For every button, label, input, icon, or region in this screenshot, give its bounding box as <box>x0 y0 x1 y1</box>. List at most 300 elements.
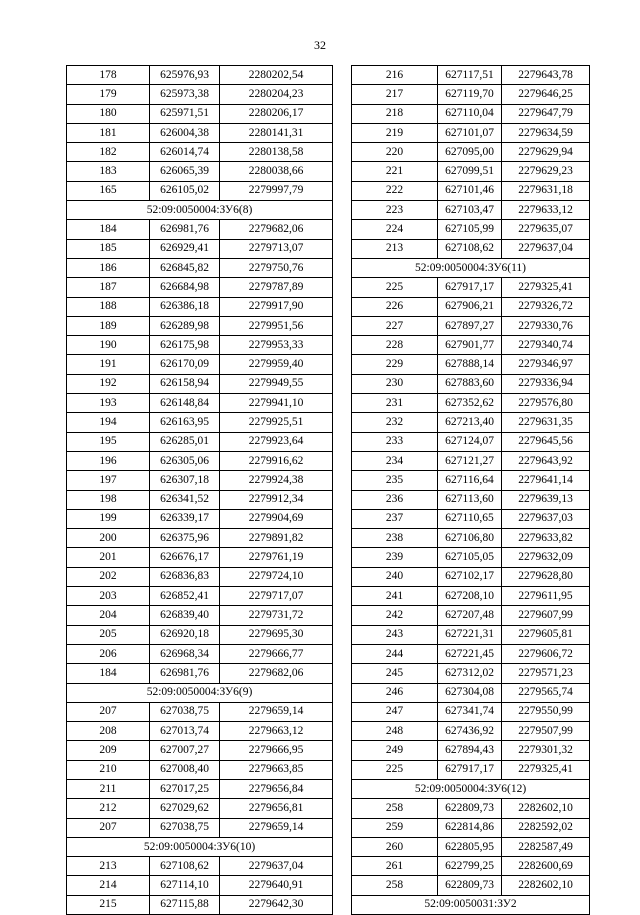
coordinate-x: 626289,98 <box>150 316 220 335</box>
point-number: 233 <box>352 432 438 451</box>
coordinate-y: 2279325,41 <box>502 760 590 779</box>
coordinate-y: 2282587,49 <box>502 837 590 856</box>
table-row <box>352 490 590 509</box>
coordinate-y: 2280038,66 <box>220 162 333 181</box>
point-number: 224 <box>352 220 438 239</box>
point-number: 212 <box>67 799 150 818</box>
coordinate-y: 2279336,94 <box>502 374 590 393</box>
table-row <box>67 722 333 741</box>
coordinate-x: 626981,76 <box>150 220 220 239</box>
point-number: 179 <box>67 85 150 104</box>
point-number: 236 <box>352 490 438 509</box>
coordinate-x: 625976,93 <box>150 66 220 85</box>
table-row <box>352 220 590 239</box>
coordinate-y: 2279637,03 <box>502 509 590 528</box>
table-row <box>352 316 590 335</box>
table-row <box>352 143 590 162</box>
coordinate-x: 626845,82 <box>150 258 220 277</box>
coordinate-x: 622805,95 <box>438 837 502 856</box>
table-row <box>67 587 333 606</box>
coordinate-y: 2279917,90 <box>220 297 333 316</box>
point-number: 199 <box>67 509 150 528</box>
table-row <box>67 413 333 432</box>
coordinate-x: 622809,73 <box>438 876 502 895</box>
point-number: 207 <box>67 702 150 721</box>
coordinate-y: 2279565,74 <box>502 683 590 702</box>
table-row <box>352 606 590 625</box>
table-row <box>352 432 590 451</box>
point-number: 197 <box>67 471 150 490</box>
point-number: 184 <box>67 664 150 683</box>
table-row <box>67 857 333 876</box>
table-row <box>67 258 333 277</box>
table-row <box>67 625 333 644</box>
coordinate-y: 2279631,18 <box>502 181 590 200</box>
coordinate-y: 2279666,77 <box>220 644 333 663</box>
point-number: 239 <box>352 548 438 567</box>
coordinate-y: 2279912,34 <box>220 490 333 509</box>
coordinate-x: 626676,17 <box>150 548 220 567</box>
coordinate-y: 2279713,07 <box>220 239 333 258</box>
cadastral-number: 52:09:0050004:ЗУ6(10) <box>67 837 333 856</box>
coordinate-y: 2279717,07 <box>220 587 333 606</box>
coordinate-x: 627105,99 <box>438 220 502 239</box>
coordinate-y: 2280204,23 <box>220 85 333 104</box>
coordinate-y: 2282600,69 <box>502 857 590 876</box>
table-row <box>67 432 333 451</box>
table-row <box>352 297 590 316</box>
coordinate-x: 626285,01 <box>150 432 220 451</box>
coordinate-x: 626981,76 <box>150 664 220 683</box>
coordinate-x: 627888,14 <box>438 355 502 374</box>
table-row <box>67 876 333 895</box>
coordinate-x: 626148,84 <box>150 394 220 413</box>
table-row <box>67 143 333 162</box>
coordinate-x: 627108,62 <box>438 239 502 258</box>
coordinate-y: 2279632,09 <box>502 548 590 567</box>
table-row <box>67 85 333 104</box>
coordinate-y: 2279750,76 <box>220 258 333 277</box>
point-number: 213 <box>352 239 438 258</box>
coordinate-y: 2279731,72 <box>220 606 333 625</box>
coordinate-x: 626839,40 <box>150 606 220 625</box>
coordinate-x: 626014,74 <box>150 143 220 162</box>
coordinate-x: 626386,18 <box>150 297 220 316</box>
coordinate-x: 627897,27 <box>438 316 502 335</box>
point-number: 237 <box>352 509 438 528</box>
coordinate-y: 2279642,30 <box>220 895 333 914</box>
coordinate-x: 626836,83 <box>150 567 220 586</box>
coordinate-y: 2279959,40 <box>220 355 333 374</box>
table-row <box>67 181 333 200</box>
coordinate-y: 2279326,72 <box>502 297 590 316</box>
coordinate-x: 627013,74 <box>150 722 220 741</box>
point-number: 231 <box>352 394 438 413</box>
coordinate-y: 2279340,74 <box>502 336 590 355</box>
point-number: 225 <box>352 760 438 779</box>
point-number: 186 <box>67 258 150 277</box>
coordinate-x: 627117,51 <box>438 66 502 85</box>
point-number: 226 <box>352 297 438 316</box>
table-row <box>67 702 333 721</box>
coordinate-y: 2279606,72 <box>502 644 590 663</box>
point-number: 234 <box>352 451 438 470</box>
table-row <box>352 278 590 297</box>
coordinate-x: 627095,00 <box>438 143 502 162</box>
coordinate-x: 626004,38 <box>150 123 220 142</box>
coordinate-x: 626170,09 <box>150 355 220 374</box>
coordinate-x: 627917,17 <box>438 760 502 779</box>
table-row <box>352 413 590 432</box>
coordinate-x: 627113,60 <box>438 490 502 509</box>
coordinate-y: 2279666,95 <box>220 741 333 760</box>
table-row <box>352 85 590 104</box>
table-row <box>352 66 590 85</box>
coordinate-x: 622809,73 <box>438 799 502 818</box>
coordinate-x: 626929,41 <box>150 239 220 258</box>
coordinate-y: 2279904,69 <box>220 509 333 528</box>
table-row <box>67 799 333 818</box>
table-row <box>67 162 333 181</box>
page-number: 32 <box>314 38 326 52</box>
point-number: 180 <box>67 104 150 123</box>
coordinate-x: 627108,62 <box>150 857 220 876</box>
point-number: 248 <box>352 722 438 741</box>
coordinate-x: 627101,07 <box>438 123 502 142</box>
coordinate-y: 2282602,10 <box>502 799 590 818</box>
point-number: 185 <box>67 239 150 258</box>
table-row <box>67 760 333 779</box>
table-row <box>352 374 590 393</box>
coordinate-y: 2279607,99 <box>502 606 590 625</box>
coordinate-x: 627221,45 <box>438 644 502 663</box>
coordinate-x: 626158,94 <box>150 374 220 393</box>
coordinate-y: 2279330,76 <box>502 316 590 335</box>
point-number: 189 <box>67 316 150 335</box>
table-row <box>352 394 590 413</box>
coordinate-y: 2279643,78 <box>502 66 590 85</box>
table-row <box>352 104 590 123</box>
table-row <box>352 702 590 721</box>
point-number: 235 <box>352 471 438 490</box>
coordinate-x: 627105,05 <box>438 548 502 567</box>
table-row <box>67 548 333 567</box>
point-number: 182 <box>67 143 150 162</box>
coordinate-x: 627008,40 <box>150 760 220 779</box>
coordinate-y: 2279659,14 <box>220 702 333 721</box>
coordinate-y: 2279787,89 <box>220 278 333 297</box>
point-number: 258 <box>352 799 438 818</box>
point-number: 200 <box>67 529 150 548</box>
table-row <box>352 799 590 818</box>
coordinate-y: 2279916,62 <box>220 451 333 470</box>
coordinate-x: 626307,18 <box>150 471 220 490</box>
table-row <box>67 490 333 509</box>
coordinate-y: 2279891,82 <box>220 529 333 548</box>
coordinate-x: 627115,88 <box>150 895 220 914</box>
coordinate-y: 2279550,99 <box>502 702 590 721</box>
point-number: 191 <box>67 355 150 374</box>
point-number: 201 <box>67 548 150 567</box>
point-number: 220 <box>352 143 438 162</box>
coordinate-x: 626920,18 <box>150 625 220 644</box>
point-number: 243 <box>352 625 438 644</box>
point-number: 202 <box>67 567 150 586</box>
section-header-row <box>67 201 333 220</box>
point-number: 184 <box>67 220 150 239</box>
point-number: 181 <box>67 123 150 142</box>
coordinate-x: 627207,48 <box>438 606 502 625</box>
point-number: 242 <box>352 606 438 625</box>
point-number: 204 <box>67 606 150 625</box>
coordinate-y: 2279635,07 <box>502 220 590 239</box>
point-number: 217 <box>352 85 438 104</box>
point-number: 194 <box>67 413 150 432</box>
point-number: 247 <box>352 702 438 721</box>
coordinate-x: 626305,06 <box>150 451 220 470</box>
point-number: 240 <box>352 567 438 586</box>
coordinate-x: 627099,51 <box>438 162 502 181</box>
table-row <box>67 779 333 798</box>
coordinate-x: 627121,27 <box>438 451 502 470</box>
point-number: 221 <box>352 162 438 181</box>
point-number: 260 <box>352 837 438 856</box>
coordinate-x: 627110,65 <box>438 509 502 528</box>
coordinate-x: 627116,64 <box>438 471 502 490</box>
coordinate-y: 2279301,32 <box>502 741 590 760</box>
coordinate-y: 2279629,94 <box>502 143 590 162</box>
point-number: 241 <box>352 587 438 606</box>
coordinate-y: 2279656,84 <box>220 779 333 798</box>
coordinate-x: 627007,27 <box>150 741 220 760</box>
point-number: 259 <box>352 818 438 837</box>
coordinate-y: 2279645,56 <box>502 432 590 451</box>
coordinate-x: 627038,75 <box>150 702 220 721</box>
table-row <box>352 664 590 683</box>
point-number: 211 <box>67 779 150 798</box>
table-row <box>67 316 333 335</box>
point-number: 227 <box>352 316 438 335</box>
coordinate-x: 626375,96 <box>150 529 220 548</box>
coordinate-y: 2279576,80 <box>502 394 590 413</box>
table-row <box>352 451 590 470</box>
point-number: 261 <box>352 857 438 876</box>
table-row <box>352 818 590 837</box>
coordinate-y: 2279924,38 <box>220 471 333 490</box>
coordinate-x: 627119,70 <box>438 85 502 104</box>
point-number: 218 <box>352 104 438 123</box>
coordinate-y: 2279628,80 <box>502 567 590 586</box>
coordinate-x: 627304,08 <box>438 683 502 702</box>
point-number: 249 <box>352 741 438 760</box>
table-row <box>352 471 590 490</box>
table-row <box>352 741 590 760</box>
coordinate-x: 627883,60 <box>438 374 502 393</box>
table-row <box>352 336 590 355</box>
coordinate-x: 626852,41 <box>150 587 220 606</box>
coordinate-x: 627894,43 <box>438 741 502 760</box>
point-number: 246 <box>352 683 438 702</box>
table-row <box>352 239 590 258</box>
section-header-row <box>352 258 590 277</box>
table-row <box>352 201 590 220</box>
coordinate-y: 2280206,17 <box>220 104 333 123</box>
table-row <box>352 529 590 548</box>
coordinate-y: 2279695,30 <box>220 625 333 644</box>
table-row <box>67 297 333 316</box>
point-number: 206 <box>67 644 150 663</box>
coordinate-x: 627114,10 <box>150 876 220 895</box>
point-number: 213 <box>67 857 150 876</box>
coordinate-x: 625971,51 <box>150 104 220 123</box>
coordinate-y: 2279633,82 <box>502 529 590 548</box>
point-number: 195 <box>67 432 150 451</box>
table-row <box>67 471 333 490</box>
table-row <box>67 66 333 85</box>
coordinate-y: 2279925,51 <box>220 413 333 432</box>
table-row <box>67 818 333 837</box>
coordinate-x: 627102,17 <box>438 567 502 586</box>
cadastral-number: 52:09:0050004:ЗУ6(9) <box>67 683 333 702</box>
coordinate-y: 2279659,14 <box>220 818 333 837</box>
point-number: 229 <box>352 355 438 374</box>
table-row <box>67 374 333 393</box>
point-number: 183 <box>67 162 150 181</box>
table-row <box>67 336 333 355</box>
coordinate-x: 627341,74 <box>438 702 502 721</box>
table-row <box>67 394 333 413</box>
coordinates-table-left <box>66 65 333 915</box>
point-number: 207 <box>67 818 150 837</box>
coordinate-x: 627101,46 <box>438 181 502 200</box>
coordinate-x: 627906,21 <box>438 297 502 316</box>
point-number: 190 <box>67 336 150 355</box>
table-row <box>352 181 590 200</box>
coordinate-x: 627103,47 <box>438 201 502 220</box>
table-row <box>352 876 590 895</box>
table-row <box>352 509 590 528</box>
table-row <box>352 123 590 142</box>
table-row <box>352 355 590 374</box>
coordinate-y: 2279761,19 <box>220 548 333 567</box>
cadastral-number: 52:09:0050004:ЗУ6(12) <box>352 779 590 798</box>
coordinate-y: 2279663,85 <box>220 760 333 779</box>
table-row <box>67 644 333 663</box>
coordinate-y: 2279631,35 <box>502 413 590 432</box>
coordinate-y: 2279949,55 <box>220 374 333 393</box>
coordinate-y: 2279997,79 <box>220 181 333 200</box>
coordinate-y: 2279951,56 <box>220 316 333 335</box>
coordinate-x: 626163,95 <box>150 413 220 432</box>
section-header-row <box>352 779 590 798</box>
point-number: 205 <box>67 625 150 644</box>
coordinate-x: 626105,02 <box>150 181 220 200</box>
table-row <box>352 625 590 644</box>
table-row <box>67 220 333 239</box>
coordinate-y: 2279637,04 <box>220 857 333 876</box>
coordinate-x: 622814,86 <box>438 818 502 837</box>
coordinate-x: 627038,75 <box>150 818 220 837</box>
point-number: 245 <box>352 664 438 683</box>
section-header-row <box>67 683 333 702</box>
table-row <box>352 760 590 779</box>
section-header-row <box>67 837 333 856</box>
coordinate-y: 2279611,95 <box>502 587 590 606</box>
coordinate-y: 2279643,92 <box>502 451 590 470</box>
coordinate-y: 2279325,41 <box>502 278 590 297</box>
coordinate-x: 627352,62 <box>438 394 502 413</box>
coordinate-y: 2280202,54 <box>220 66 333 85</box>
coordinate-y: 2279647,79 <box>502 104 590 123</box>
point-number: 203 <box>67 587 150 606</box>
table-row <box>352 587 590 606</box>
point-number: 225 <box>352 278 438 297</box>
point-number: 228 <box>352 336 438 355</box>
point-number: 223 <box>352 201 438 220</box>
coordinate-y: 2279953,33 <box>220 336 333 355</box>
table-row <box>67 239 333 258</box>
point-number: 258 <box>352 876 438 895</box>
table-row <box>67 741 333 760</box>
point-number: 215 <box>67 895 150 914</box>
coordinate-x: 626968,34 <box>150 644 220 663</box>
point-number: 244 <box>352 644 438 663</box>
table-row <box>352 837 590 856</box>
table-row <box>67 104 333 123</box>
table-row <box>67 355 333 374</box>
cadastral-number: 52:09:0050031:ЗУ2 <box>352 895 590 914</box>
coordinate-x: 625973,38 <box>150 85 220 104</box>
table-row <box>352 722 590 741</box>
table-row <box>67 451 333 470</box>
point-number: 210 <box>67 760 150 779</box>
point-number: 196 <box>67 451 150 470</box>
coordinate-x: 626175,98 <box>150 336 220 355</box>
cadastral-number: 52:09:0050004:ЗУ6(8) <box>67 201 333 220</box>
table-row <box>67 509 333 528</box>
coordinate-x: 627917,17 <box>438 278 502 297</box>
coordinate-x: 627017,25 <box>150 779 220 798</box>
table-row <box>352 857 590 876</box>
coordinate-x: 627110,04 <box>438 104 502 123</box>
coordinate-x: 626065,39 <box>150 162 220 181</box>
coordinate-y: 2279346,97 <box>502 355 590 374</box>
coordinate-y: 2279639,13 <box>502 490 590 509</box>
point-number: 216 <box>352 66 438 85</box>
point-number: 188 <box>67 297 150 316</box>
coordinate-y: 2279633,12 <box>502 201 590 220</box>
coordinate-y: 2282592,02 <box>502 818 590 837</box>
coordinate-y: 2279634,59 <box>502 123 590 142</box>
cadastral-number: 52:09:0050004:ЗУ6(11) <box>352 258 590 277</box>
table-row <box>352 567 590 586</box>
coordinate-y: 2279724,10 <box>220 567 333 586</box>
table-row <box>67 606 333 625</box>
table-row <box>67 529 333 548</box>
coordinate-x: 627221,31 <box>438 625 502 644</box>
coordinate-x: 627124,07 <box>438 432 502 451</box>
point-number: 222 <box>352 181 438 200</box>
coordinate-y: 2280141,31 <box>220 123 333 142</box>
coordinate-x: 627106,80 <box>438 529 502 548</box>
table-row <box>352 644 590 663</box>
point-number: 219 <box>352 123 438 142</box>
coordinate-y: 2280138,58 <box>220 143 333 162</box>
coordinate-x: 622799,25 <box>438 857 502 876</box>
coordinate-x: 626339,17 <box>150 509 220 528</box>
table-row <box>352 683 590 702</box>
point-number: 208 <box>67 722 150 741</box>
